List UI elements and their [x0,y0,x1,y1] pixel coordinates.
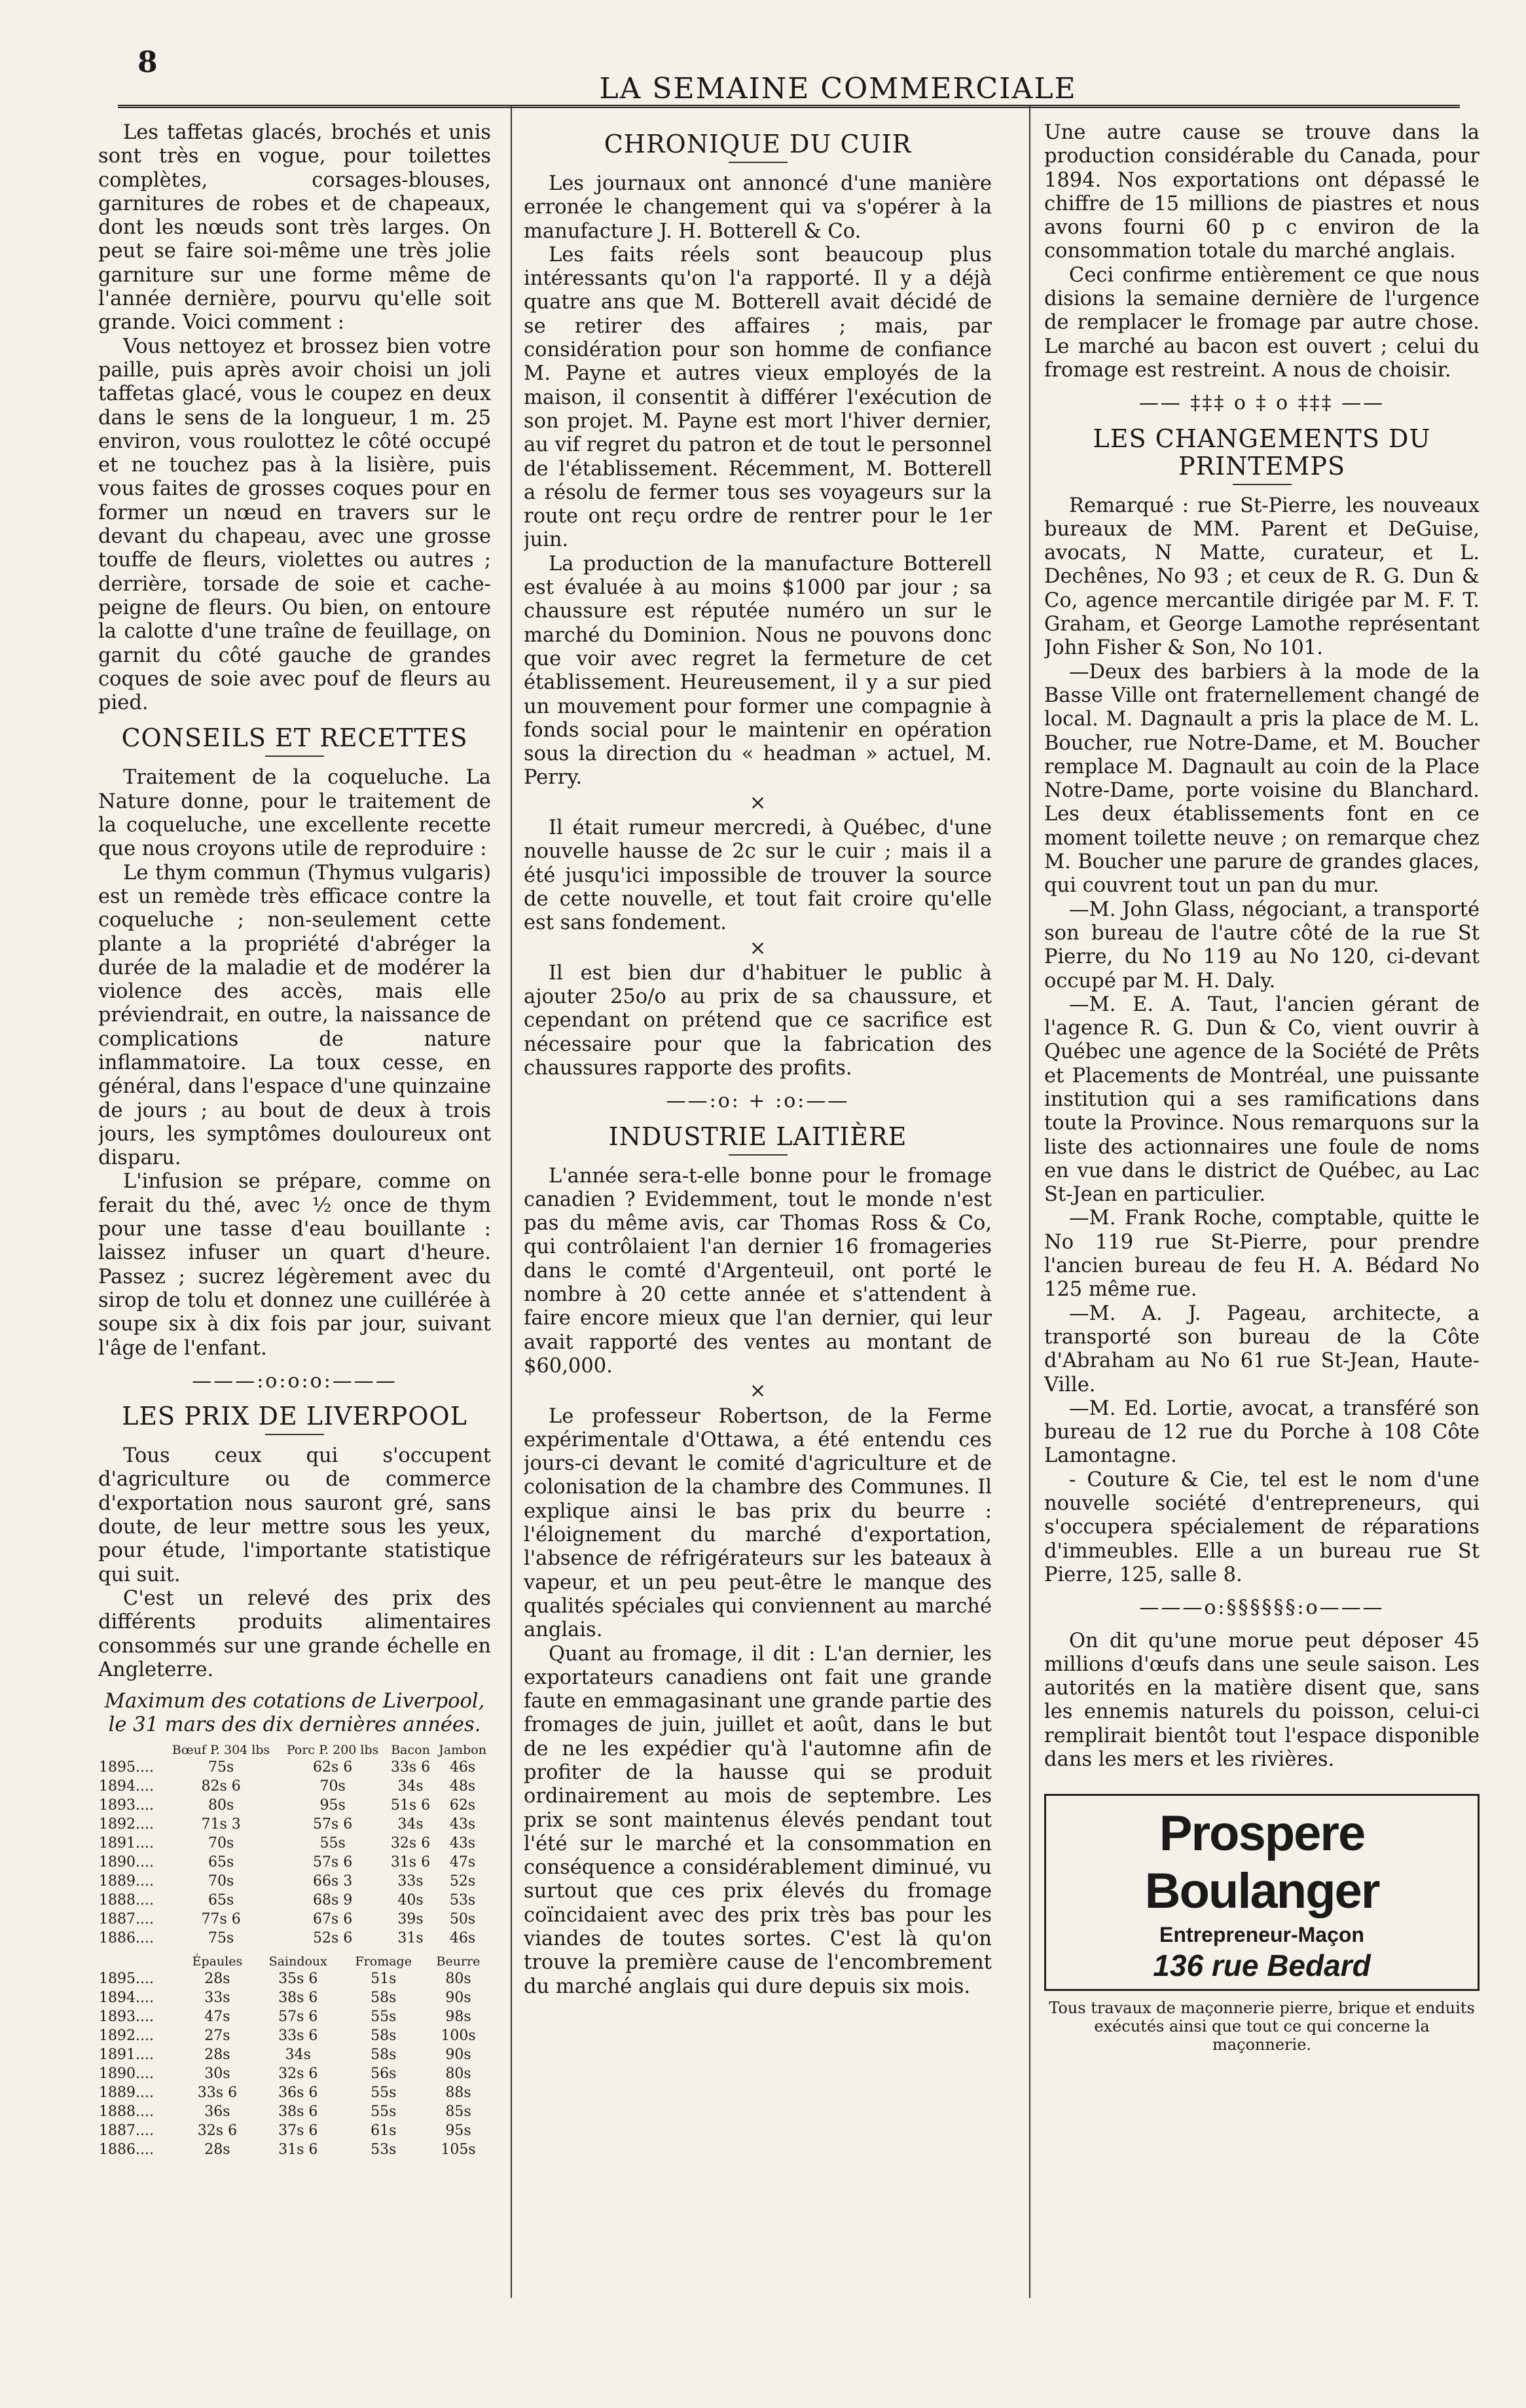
year-cell: 1887.... [99,2122,154,2139]
table-row [98,2007,491,2026]
price-cell: 65s [208,1853,234,1870]
price-cell: 47s [449,1853,476,1870]
separator: ———o:§§§§§§:o——— [1139,1596,1385,1620]
short-rule [729,1154,788,1156]
price-cell: 88s [445,2084,471,2101]
item-mark: × [749,936,767,960]
year-cell: 1890.... [99,1853,154,1870]
liverpool-heading: LES PRIX DE LIVERPOOL [122,1402,467,1431]
short-rule [729,162,788,163]
short-rule [265,756,324,757]
separator: ———:o:o:o:——— [192,1369,397,1393]
price-cell: 56s [371,2065,397,2082]
changements-paragraph: —M. A. J. Pageau, architecte, a transporté son bureau de la Côte d'Abraham au No 61 rue St-Jean, Haute-Ville. [1044,1302,1480,1396]
price-cell: 52s 6 [313,1929,353,1946]
cuir-paragraph: Les faits réels sont beaucoup plus intéressants qu'on l'a rapporté. Il y a déjà quatre ans que M. Botterell avait décidé de se retirer des affaires ; mais, par considération pour son homme de confiance M. Payne et autres vieux employés de la maison, il consentit à différer l'exécution de son projet. M. Payne est mort l'hiver dernier, au vif regret du patron et de tout le personnel de l'établissement. Récemment, M. Botterell a résolu de fermer tous ses voyageurs sur la route ont reçu ordre de rentrer pour le 1er juin. [524,243,992,552]
year-cell: 1889.... [99,2084,154,2101]
column-divider-2 [1029,105,1030,2298]
price-cell: 37s 6 [278,2122,318,2139]
table-row [98,1969,491,1988]
table-row [98,1777,491,1796]
year-cell: 1895.... [99,1970,154,1987]
price-cell: 28s [204,2046,230,2063]
price-cell: 61s [371,2122,397,2139]
year-cell: 1887.... [99,1910,154,1927]
price-cell: 40s [397,1891,424,1908]
table-row [98,2083,491,2102]
year-cell: 1895.... [99,1759,154,1776]
table-row [98,1834,491,1853]
price-cell: 53s [371,2141,397,2158]
ad-name: Prospere Boulanger [1144,1806,1379,1920]
year-cell: 1892.... [99,1815,154,1833]
conseils-heading: CONSEILS ET RECETTES [121,723,468,753]
table-row [98,2121,491,2140]
cuir-paragraph: Les journaux ont annoncé d'une manière erronée le changement qui va s'opérer à la manufacture J. H. Botterell & Co. [524,172,992,243]
price-cell: 58s [371,2027,397,2044]
table-header: Jambon [439,1742,486,1757]
price-cell: 30s [204,2065,230,2082]
price-cell: 31s 6 [390,1853,431,1870]
ad-note: Tous travaux de maçonnerie pierre, brique et enduits exécutés ainsi que tout ce qui concerne la maçonnerie. [1049,1998,1475,2054]
column-divider-1 [511,105,512,2298]
changements-paragraph: —M. E. A. Taut, l'ancien gérant de l'agence R. G. Dun & Co, vient ouvrir à Québec une agence de la Société de Prêts et Placements de Montréal, une puissante institution qui a ses ramifications dans toute la Province. Nous remarquons sur la liste des actionnaires une foule de noms en vue dans le district de Québec, au Lac St-Jean en particulier. [1044,993,1480,1207]
price-cell: 100s [441,2027,476,2044]
price-cell: 33s [204,1989,230,2006]
header-rule [118,105,1460,108]
price-cell: 51s 6 [390,1797,431,1814]
morue-paragraph: On dit qu'une morue peut déposer 45 millions d'œufs dans une seule saison. Les autorités en la matière disent que, sans les ennemis naturels du poisson, celui-ci remplirait bientôt tout l'espace disponible dans les mers et les rivières. [1044,1629,1480,1771]
price-cell: 32s 6 [278,2065,318,2082]
price-cell: 33s 6 [197,2084,238,2101]
price-cell: 27s [204,2027,230,2044]
price-cell: 43s [449,1834,476,1852]
changements-heading: LES CHANGEMENTS DU PRINTEMPS [1093,424,1431,481]
fromage-paragraph: Une autre cause se trouve dans la production considérable du Canada, pour 1894. Nos exportations ont dépassé le chiffre de 15 millions de piastres et nous avons fourni 60 p c environ de la consommation totale du marché anglais. [1044,121,1480,263]
price-cell: 46s [449,1759,476,1776]
fashion-paragraph: Vous nettoyez et brossez bien votre paille, puis après avoir choisi un joli taffetas glacé, vous le coupez en deux dans le sens de la longueur, 1 m. 25 environ, vous roulottez le côté occupé et ne touchez pas à la lisière, puis vous faites de grosses coques pour en former un nœud en travers sur le devant du chapeau, avec une grosse touffe de fleurs, violettes ou autres ; derrière, torsade de soie et cache-peigne de fleurs. Ou bien, on entoure la calotte d'une traîne de feuillage, on garnit du côté gauche de grandes coques de soie avec pouf de fleurs au pied. [98,335,491,715]
cuir-paragraph: Il est bien dur d'habituer le public à ajouter 25o/o au prix de sa chaussure, et cependant on prétend que ce sacrifice est nécessaire pour que la fabrication des chaussures rapporte des profits. [524,961,992,1080]
page-number: 8 [137,46,158,79]
table-row [98,2026,491,2045]
price-cell: 62s 6 [313,1759,353,1776]
price-cell: 32s 6 [390,1834,431,1852]
price-cell: 105s [441,2141,476,2158]
price-cell: 75s [208,1929,234,1946]
table-row [98,1988,491,2007]
price-cell: 34s [397,1815,424,1833]
table-header: Épaules [192,1954,243,1969]
table-row [98,1929,491,1948]
table-header: Bœuf P. 304 lbs [172,1742,270,1757]
price-cell: 80s [208,1797,234,1814]
conseils-paragraph: Traitement de la coqueluche. La Nature donne, pour le traitement de la coqueluche, une excellente recette que nous croyons utile de reproduire : [98,766,491,861]
table-row [98,1910,491,1929]
price-cell: 31s [397,1929,424,1946]
price-cell: 33s 6 [390,1759,431,1776]
short-rule [265,1434,324,1435]
price-cell: 85s [445,2103,471,2120]
changements-paragraph: Remarqué : rue St-Pierre, les nouveaux bureaux de MM. Parent et DeGuise, avocats, N Matte, curateur, et L. Dechênes, No 93 ; et ceux de R. G. Dun & Co, agence mercantile dirigée par M. F. T. Graham, et George Lamothe représentant John Fisher & Son, No 101. [1044,494,1480,660]
year-cell: 1891.... [99,1834,154,1852]
year-cell: 1891.... [99,2046,154,2063]
year-cell: 1894.... [99,1778,154,1795]
price-cell: 55s [371,2008,397,2025]
table-row [98,2102,491,2121]
fashion-paragraph: Les taffetas glacés, brochés et unis sont très en vogue, pour toilettes complètes, corsages-blouses, garnitures de robes et de chapeaux, dont les nœuds sont très larges. On peut se faire soi-même une très jolie garniture sur une forme même de l'année dernière, pourvu qu'elle soit grande. Voici comment : [98,121,491,335]
table-header: Beurre [436,1954,481,1969]
separator: —— ‡‡‡ o ‡ o ‡‡‡ —— [1138,392,1385,415]
table-row [98,1796,491,1815]
price-cell: 66s 3 [313,1872,353,1889]
table-caption: Maximum des cotations de Liverpool, le 31 mars des dix dernières années. [104,1690,485,1737]
laitiere-paragraph: L'année sera-t-elle bonne pour le fromage canadien ? Evidemment, tout le monde n'est pas du même avis, car Thomas Ross & Co, qui contrôlaient l'an dernier 16 fromageries dans le comté d'Argenteuil, ont porté le nombre à 20 cette année et s'attendent à faire encore mieux que l'an dernier, qui leur avait rapporté des ventes au montant de $60,000. [524,1164,992,1377]
column-2 [524,121,992,1999]
price-cell: 33s [397,1872,424,1889]
price-cell: 57s 6 [313,1853,353,1870]
short-rule [1233,484,1292,485]
changements-paragraph: —Deux des barbiers à la mode de la Basse Ville ont fraternellement changé de local. M. Dagnault a pris la place de M. L. Boucher, rue Notre-Dame, et M. Boucher remplace M. Dagnault au coin de la Place Notre-Dame, porte voisine du Blanchard. Les deux établissements font en ce moment toilette neuve ; on remarque chez M. Boucher une parure de grandes glaces, qui couvrent tout un pan du mur. [1044,660,1480,898]
price-cell: 36s 6 [278,2084,318,2101]
masthead: LA SEMAINE COMMERCIALE [599,72,1077,105]
price-cell: 65s [208,1891,234,1908]
price-cell: 57s 6 [313,1815,353,1833]
table-header: Saindoux [268,1954,327,1969]
price-cell: 70s [319,1778,346,1795]
price-cell: 82s 6 [201,1778,241,1795]
table-header [98,1743,164,1758]
price-cell: 98s [445,2008,471,2025]
laitiere-paragraph: Quant au fromage, il dit : L'an dernier, les exportateurs canadiens ont fait une grande faute en emmagasinant une grande partie des fromages de juin, juillet et août, dans le but de ne les expédier qu'à l'automne afin de profiter de la hausse qui se produit ordinairement au mois de septembre. Les prix se sont maintenus élevés pendant tout l'été sur le marché et la consommation en conséquence a considérablement diminué, vu surtout que ces prix élevés du fromage coïncidaient avec des prix très bas pour les viandes de toutes sortes. C'est là qu'on trouve la première cause de l'encombrement du marché anglais qui dure depuis six mois. [524,1642,992,1998]
price-cell: 70s [208,1834,234,1852]
table-header: Bacon [391,1742,430,1757]
item-mark: × [749,1379,767,1403]
price-cell: 90s [445,2046,471,2063]
table-row [98,2045,491,2064]
ad-address: 136 rue Bedard [1153,1948,1371,1982]
table-row [98,1891,491,1910]
price-cell: 71s 3 [201,1815,241,1833]
table-header: Porc P. 200 lbs [286,1742,379,1757]
price-cell: 58s [371,1989,397,2006]
laitiere-heading: INDUSTRIE LAITIÈRE [608,1122,907,1151]
year-cell: 1893.... [99,2008,154,2025]
price-cell: 55s [319,1834,346,1852]
price-cell: 35s 6 [278,1970,318,1987]
price-cell: 52s [449,1872,476,1889]
year-cell: 1889.... [99,1872,154,1889]
fromage-paragraph: Ceci confirme entièrement ce que nous disions la semaine dernière de l'urgence de remplacer le fromage par autre chose. Le marché au bacon est ouvert ; celui du fromage est restreint. A nous de choisir. [1044,263,1480,382]
year-cell: 1892.... [99,2027,154,2044]
conseils-paragraph: Le thym commun (Thymus vulgaris) est un remède très efficace contre la coqueluche ; non-seulement cette plante a la propriété d'abréger la durée de la maladie et de modérer la violence des accès, mais elle préviendrait, en outre, la naissance de complications de nature inflammatoire. La toux cesse, en général, dans l'espace d'une quinzaine de jours ; au bout de deux à trois jours, les symptômes douloureux ont disparu. [98,861,491,1170]
price-cell: 43s [449,1815,476,1833]
price-cell: 55s [371,2084,397,2101]
price-cell: 28s [204,1970,230,1987]
liverpool-paragraph: C'est un relevé des prix des différents produits alimentaires consommés sur une grande échelle en Angleterre. [98,1586,491,1681]
changements-paragraph: —M. John Glass, négociant, a transporté son bureau de l'autre côté de la rue St Pierre, du No 119 au No 120, ci-devant occupé par M. H. Daly. [1044,898,1480,993]
separator: ——:o: + :o:—— [666,1089,850,1113]
price-cell: 47s [204,2008,230,2025]
price-cell: 51s [371,1970,397,1987]
changements-paragraph: - Couture & Cie, tel est le nom d'une nouvelle société d'entrepreneurs, qui s'occupera spécialement de réparations d'immeubles. Elle a un bureau rue St Pierre, 125, salle 8. [1044,1468,1480,1586]
price-cell: 34s [285,2046,311,2063]
price-cell: 67s 6 [313,1910,353,1927]
price-cell: 39s [397,1910,424,1927]
conseils-paragraph: L'infusion se prépare, comme on ferait du thé, avec ½ once de thym pour une tasse d'eau bouillante : laissez infuser un quart d'heure. Passez ; sucrez légèrement avec du sirop de tolu et donnez une cuillérée à soupe six à dix fois par jour, suivant l'âge de l'enfant. [98,1170,491,1360]
year-cell: 1894.... [99,1989,154,2006]
price-cell: 36s [204,2103,230,2120]
year-cell: 1888.... [99,1891,154,1908]
ad-trade: Entrepreneur-Maçon [1159,1923,1364,1947]
price-cell: 80s [445,1970,471,1987]
price-cell: 28s [204,2141,230,2158]
price-cell: 33s 6 [278,2027,318,2044]
price-table-1 [98,1743,491,1948]
table-row [98,1815,491,1834]
price-cell: 55s [371,2103,397,2120]
column-3 [1044,121,1480,2054]
price-cell: 68s 9 [313,1891,353,1908]
cuir-heading: CHRONIQUE DU CUIR [604,130,912,158]
price-cell: 90s [445,1989,471,2006]
price-cell: 70s [208,1872,234,1889]
table-header: Fromage [355,1954,412,1969]
price-cell: 32s 6 [197,2122,238,2139]
changements-paragraph: —M. Frank Roche, comptable, quitte le No 119 rue St-Pierre, pour prendre l'ancien bureau de feu H. A. Bédard No 125 même rue. [1044,1207,1480,1302]
price-cell: 77s 6 [201,1910,241,1927]
item-mark: × [749,791,767,814]
price-cell: 50s [449,1910,476,1927]
table-row [98,1758,491,1777]
cuir-paragraph: La production de la manufacture Botterell est évaluée à au moins $1000 par jour ; sa chaussure est réputée numéro un sur le marché du Dominion. Nous ne pouvons donc que voir avec regret la fermeture de cet établissement. Heureusement, il y a sur pied un mouvement pour former une compagnie à fonds social pour le maintenir en opération sous la direction du « headman » actuel, M. Perry. [524,552,992,790]
price-cell: 80s [445,2065,471,2082]
year-cell: 1886.... [99,1929,154,1946]
price-cell: 95s [445,2122,471,2139]
liverpool-paragraph: Tous ceux qui s'occupent d'agriculture ou de commerce d'exportation nous sauront gré, sans doute, de leur mettre sous les yeux, pour étude, l'importante statistique qui suit. [98,1444,491,1586]
price-cell: 53s [449,1891,476,1908]
price-cell: 34s [397,1778,424,1795]
changements-paragraph: —M. Ed. Lortie, avocat, a transféré son bureau de 12 rue du Porche à 108 Côte Lamontagne. [1044,1396,1480,1468]
table-header [98,1954,180,1969]
price-cell: 38s 6 [278,2103,318,2120]
price-cell: 75s [208,1759,234,1776]
year-cell: 1890.... [99,2065,154,2082]
table-row [98,2140,491,2159]
advertisement-box [1044,1794,1480,1991]
year-cell: 1886.... [99,2141,154,2158]
price-cell: 46s [449,1929,476,1946]
price-cell: 31s 6 [278,2141,318,2158]
price-cell: 48s [449,1778,476,1795]
price-cell: 38s 6 [278,1989,318,2006]
table-row [98,1853,491,1872]
year-cell: 1893.... [99,1797,154,1814]
table-row [98,1872,491,1891]
table-row [98,2064,491,2083]
price-cell: 58s [371,2046,397,2063]
laitiere-paragraph: Le professeur Robertson, de la Ferme expérimentale d'Ottawa, a été entendu ces jours-ci devant le comité d'agriculture et de colonisation de la chambre des Communes. Il explique ainsi le bas prix du beurre : l'éloignement du marché d'exportation, l'absence de réfrigérateurs sur les bateaux à vapeur, et un peu peut-être le manque des qualités spéciales qui conviennent au marché anglais. [524,1404,992,1642]
column-1 [98,121,491,2159]
cuir-paragraph: Il était rumeur mercredi, à Québec, d'une nouvelle hausse de 2c sur le cuir ; mais il a été jusqu'ici impossible de trouver la source de cette nouvelle, et tout fait croire qu'elle est sans fondement. [524,816,992,935]
price-cell: 62s [449,1797,476,1814]
price-table-2 [98,1954,491,2159]
price-cell: 57s 6 [278,2008,318,2025]
price-cell: 95s [319,1797,346,1814]
year-cell: 1888.... [99,2103,154,2120]
